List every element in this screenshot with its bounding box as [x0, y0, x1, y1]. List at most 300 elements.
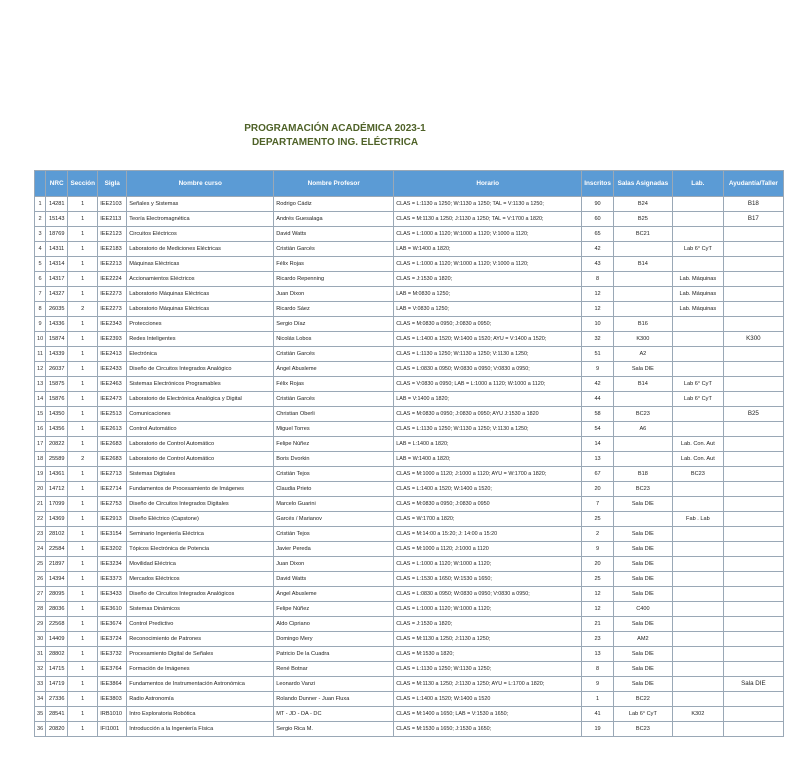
ayudantia-cell	[723, 542, 783, 557]
inscritos-header: Inscritos	[582, 171, 614, 197]
sala-cell: A6	[613, 422, 672, 437]
horario-cell: LAB = W:1400 a 1820;	[394, 242, 582, 257]
inscritos-cell: 42	[582, 377, 614, 392]
row-index: 1	[35, 197, 46, 212]
nrc-cell: 14311	[46, 242, 68, 257]
seccion-cell: 1	[68, 602, 98, 617]
curso-cell: Formación de Imágenes	[127, 662, 274, 677]
table-row	[35, 377, 784, 392]
horario-cell: CLAS = L:1530 a 1650; W:1530 a 1650;	[394, 572, 582, 587]
lab-cell	[672, 212, 723, 227]
sigla-cell: IRB1010	[98, 707, 127, 722]
sala-cell	[613, 302, 672, 317]
sala-cell: Sala DIE	[613, 677, 672, 692]
ayudantia-cell: K300	[723, 332, 783, 347]
sigla-cell: IEE2683	[98, 452, 127, 467]
sigla-cell: IEE2463	[98, 377, 127, 392]
sala-cell: B14	[613, 257, 672, 272]
table-row	[35, 707, 784, 722]
table-row	[35, 302, 784, 317]
sala-cell: Sala DIE	[613, 527, 672, 542]
table-row	[35, 632, 784, 647]
ayudantia-cell	[723, 572, 783, 587]
seccion-cell: 1	[68, 632, 98, 647]
profesor-cell: Marcelo Guarini	[274, 497, 394, 512]
inscritos-cell: 32	[582, 332, 614, 347]
seccion-cell: 2	[68, 302, 98, 317]
sigla-cell: IEE3864	[98, 677, 127, 692]
inscritos-cell: 21	[582, 617, 614, 632]
nrc-cell: 26035	[46, 302, 68, 317]
table-row	[35, 332, 784, 347]
profesor-cell: Patricio De la Cuadra	[274, 647, 394, 662]
nrc-cell: 21897	[46, 557, 68, 572]
lab-header: Lab.	[672, 171, 723, 197]
curso-cell: Radio Astronomía	[127, 692, 274, 707]
nrc-header: NRC	[46, 171, 68, 197]
inscritos-cell: 19	[582, 722, 614, 737]
nrc-cell: 28095	[46, 587, 68, 602]
sala-cell: B14	[613, 377, 672, 392]
ayudantia-cell: B25	[723, 407, 783, 422]
ayudantia-cell	[723, 692, 783, 707]
inscritos-cell: 58	[582, 407, 614, 422]
row-index: 2	[35, 212, 46, 227]
profesor-cell: Juan Dixon	[274, 557, 394, 572]
horario-cell: CLAS = J:1530 a 1820;	[394, 617, 582, 632]
horario-cell: CLAS = L:1400 a 1520; W:1400 a 1520; AYU = V:1400 a 1520;	[394, 332, 582, 347]
inscritos-cell: 1	[582, 692, 614, 707]
inscritos-cell: 12	[582, 602, 614, 617]
seccion-cell: 1	[68, 662, 98, 677]
lab-cell	[672, 722, 723, 737]
sigla-cell: IEE3154	[98, 527, 127, 542]
sigla-cell: IEE3610	[98, 602, 127, 617]
row-index: 12	[35, 362, 46, 377]
curso-cell: Fundamentos de Instrumentación Astronómica	[127, 677, 274, 692]
curso-cell: Tópicos Electrónica de Potencia	[127, 542, 274, 557]
horario-cell: CLAS = M:1130 a 1250; J:1130 a 1250; TAL = V:1700 a 1820;	[394, 212, 582, 227]
seccion-cell: 1	[68, 692, 98, 707]
seccion-cell: 1	[68, 512, 98, 527]
sigla-cell: IEE3732	[98, 647, 127, 662]
inscritos-cell: 8	[582, 662, 614, 677]
horario-cell: CLAS = M:1000 a 1120; J:1000 a 1120	[394, 542, 582, 557]
table-row	[35, 407, 784, 422]
horario-cell: CLAS = M:1130 a 1250; J:1130 a 1250;	[394, 632, 582, 647]
nrc-cell: 14715	[46, 662, 68, 677]
nrc-cell: 27336	[46, 692, 68, 707]
row-index: 27	[35, 587, 46, 602]
horario-cell: LAB = L:1400 a 1820;	[394, 437, 582, 452]
inscritos-cell: 12	[582, 587, 614, 602]
inscritos-cell: 13	[582, 647, 614, 662]
curso-cell: Intro Exploratoria Robótica	[127, 707, 274, 722]
lab-cell	[672, 557, 723, 572]
table-row	[35, 362, 784, 377]
sigla-cell: IEE2123	[98, 227, 127, 242]
ayudantia-cell	[723, 647, 783, 662]
sigla-cell: IEE2513	[98, 407, 127, 422]
row-index: 29	[35, 617, 46, 632]
inscritos-cell: 13	[582, 452, 614, 467]
seccion-cell: 1	[68, 527, 98, 542]
nrc-cell: 15875	[46, 377, 68, 392]
seccion-cell: 1	[68, 497, 98, 512]
profesor-cell: Felipe Núñez	[274, 602, 394, 617]
row-index: 24	[35, 542, 46, 557]
table-body	[35, 197, 784, 737]
seccion-cell: 1	[68, 542, 98, 557]
seccion-cell: 1	[68, 482, 98, 497]
seccion-cell: 1	[68, 617, 98, 632]
nrc-cell: 14350	[46, 407, 68, 422]
ayudantia-cell	[723, 392, 783, 407]
horario-cell: LAB = W:1400 a 1820;	[394, 452, 582, 467]
sigla-cell: IEE2473	[98, 392, 127, 407]
sigla-cell: IEE2183	[98, 242, 127, 257]
curso-cell: Protecciones	[127, 317, 274, 332]
ayudantia-cell	[723, 722, 783, 737]
table-row	[35, 317, 784, 332]
seccion-cell: 1	[68, 197, 98, 212]
sigla-cell: IEE2913	[98, 512, 127, 527]
nrc-cell: 14281	[46, 197, 68, 212]
horario-cell: CLAS = L:1400 a 1520; W:1400 a 1520	[394, 692, 582, 707]
curso-cell: Diseño de Circuitos Integrados Digitales	[127, 497, 274, 512]
horario-cell: CLAS = L:1130 a 1250; W:1130 a 1250; V:1130 a 1250;	[394, 422, 582, 437]
profesor-cell: MT - JD - DA - DC	[274, 707, 394, 722]
lab-cell	[672, 257, 723, 272]
sigla-cell: IEE2213	[98, 257, 127, 272]
lab-cell	[672, 632, 723, 647]
row-index: 4	[35, 242, 46, 257]
inscritos-cell: 20	[582, 557, 614, 572]
nrc-cell: 18769	[46, 227, 68, 242]
lab-cell: Lab. Máquinas	[672, 287, 723, 302]
sala-cell	[613, 272, 672, 287]
table-row	[35, 287, 784, 302]
horario-cell: CLAS = V:0830 a 0950; LAB = L:1000 a 1120; W:1000 a 1120;	[394, 377, 582, 392]
ayudantia-cell	[723, 467, 783, 482]
sala-cell: Sala DIE	[613, 497, 672, 512]
sigla-cell: IEE2113	[98, 212, 127, 227]
ayudantia-cell	[723, 707, 783, 722]
inscritos-cell: 44	[582, 392, 614, 407]
row-index: 7	[35, 287, 46, 302]
lab-cell	[672, 662, 723, 677]
nrc-cell: 26037	[46, 362, 68, 377]
profesor-cell: Félix Rojas	[274, 377, 394, 392]
lab-cell	[672, 572, 723, 587]
inscritos-cell: 41	[582, 707, 614, 722]
horario-cell: LAB = V:0830 a 1250;	[394, 302, 582, 317]
seccion-cell: 1	[68, 377, 98, 392]
profesor-cell: Cristián Garcés	[274, 242, 394, 257]
lab-cell	[672, 482, 723, 497]
row-index: 5	[35, 257, 46, 272]
ayudantia-cell	[723, 287, 783, 302]
salas-header: Salas Asignadas	[613, 171, 672, 197]
lab-cell: Lab. Máquinas	[672, 272, 723, 287]
sala-cell	[613, 437, 672, 452]
lab-cell	[672, 332, 723, 347]
curso-cell: Sistemas Dinámicos	[127, 602, 274, 617]
curso-cell: Laboratorio de Control Automático	[127, 437, 274, 452]
seccion-cell: 1	[68, 557, 98, 572]
nombre-profesor-header: Nombre Profesor	[274, 171, 394, 197]
nrc-cell: 20822	[46, 437, 68, 452]
seccion-cell: 2	[68, 452, 98, 467]
sala-cell	[613, 452, 672, 467]
horario-cell: CLAS = L:1130 a 1250; W:1130 a 1250; V:1130 a 1250;	[394, 347, 582, 362]
ayudantia-cell	[723, 602, 783, 617]
profesor-cell: Nicolás Lobos	[274, 332, 394, 347]
inscritos-cell: 65	[582, 227, 614, 242]
row-index: 23	[35, 527, 46, 542]
profesor-cell: David Watts	[274, 227, 394, 242]
row-index: 17	[35, 437, 46, 452]
row-index: 22	[35, 512, 46, 527]
curso-cell: Seminario Ingeniería Eléctrica	[127, 527, 274, 542]
table-row	[35, 512, 784, 527]
lab-cell	[672, 617, 723, 632]
row-index: 25	[35, 557, 46, 572]
sigla-cell: IEE3803	[98, 692, 127, 707]
nombre-curso-header: Nombre curso	[127, 171, 274, 197]
schedule-sheet	[34, 170, 784, 737]
ayudantia-cell	[723, 242, 783, 257]
curso-cell: Diseño Eléctrico (Capstone)	[127, 512, 274, 527]
seccion-cell: 1	[68, 257, 98, 272]
table-row	[35, 617, 784, 632]
row-index: 36	[35, 722, 46, 737]
inscritos-cell: 20	[582, 482, 614, 497]
table-row	[35, 692, 784, 707]
inscritos-cell: 43	[582, 257, 614, 272]
inscritos-cell: 67	[582, 467, 614, 482]
lab-cell: Lab 6° CyT	[672, 392, 723, 407]
lab-cell	[672, 347, 723, 362]
ayudantia-header: Ayudantía/Taller	[723, 171, 783, 197]
inscritos-cell: 42	[582, 242, 614, 257]
sigla-cell: IEE2343	[98, 317, 127, 332]
profesor-cell: Miguel Torres	[274, 422, 394, 437]
horario-cell: CLAS = M:1530 a 1650; J:1530 a 1650;	[394, 722, 582, 737]
row-index: 26	[35, 572, 46, 587]
sala-cell: Sala DIE	[613, 662, 672, 677]
ayudantia-cell	[723, 272, 783, 287]
ayudantia-cell	[723, 347, 783, 362]
nrc-cell: 28541	[46, 707, 68, 722]
nrc-cell: 17099	[46, 497, 68, 512]
inscritos-cell: 54	[582, 422, 614, 437]
horario-cell: CLAS = M:0830 a 0950; J:0830 a 0950; AYU J:1530 a 1820	[394, 407, 582, 422]
sigla-cell: IEE3674	[98, 617, 127, 632]
nrc-cell: 20820	[46, 722, 68, 737]
ayudantia-cell	[723, 257, 783, 272]
table-row	[35, 527, 784, 542]
nrc-cell: 15874	[46, 332, 68, 347]
seccion-cell: 1	[68, 287, 98, 302]
inscritos-cell: 14	[582, 437, 614, 452]
curso-cell: Laboratorio de Mediciones Eléctricas	[127, 242, 274, 257]
row-index: 20	[35, 482, 46, 497]
row-index: 35	[35, 707, 46, 722]
horario-cell: CLAS = M:1530 a 1820;	[394, 647, 582, 662]
profesor-cell: Sergio Rica M.	[274, 722, 394, 737]
curso-cell: Control Automático	[127, 422, 274, 437]
sala-cell: BC22	[613, 692, 672, 707]
lab-cell	[672, 677, 723, 692]
table-row	[35, 212, 784, 227]
nrc-cell: 15143	[46, 212, 68, 227]
curso-cell: Laboratorio de Electrónica Analógica y Digital	[127, 392, 274, 407]
lab-cell	[672, 422, 723, 437]
row-index: 18	[35, 452, 46, 467]
seccion-cell: 1	[68, 422, 98, 437]
seccion-cell: 1	[68, 392, 98, 407]
sala-cell: B24	[613, 197, 672, 212]
ayudantia-cell	[723, 227, 783, 242]
table-row	[35, 467, 784, 482]
profesor-cell: Ángel Abusleme	[274, 362, 394, 377]
ayudantia-cell	[723, 632, 783, 647]
sala-cell: BC23	[613, 407, 672, 422]
profesor-cell: Aldo Cipriano	[274, 617, 394, 632]
nrc-cell: 14719	[46, 677, 68, 692]
title-line-2: DEPARTAMENTO ING. ELÉCTRICA	[251, 137, 419, 148]
curso-cell: Mercados Eléctricos	[127, 572, 274, 587]
seccion-cell: 1	[68, 362, 98, 377]
horario-cell: CLAS = L:1400 a 1520; W:1400 a 1520;	[394, 482, 582, 497]
seccion-cell: 1	[68, 722, 98, 737]
seccion-cell: 1	[68, 347, 98, 362]
sigla-cell: IFI1001	[98, 722, 127, 737]
table-row	[35, 422, 784, 437]
curso-cell: Diseño de Circuitos Integrados Analógicos	[127, 587, 274, 602]
seccion-cell: 1	[68, 227, 98, 242]
sala-cell: B25	[613, 212, 672, 227]
horario-cell: CLAS = J:1530 a 1820;	[394, 272, 582, 287]
curso-cell: Circuitos Eléctricos	[127, 227, 274, 242]
profesor-cell: Rodrigo Cádiz	[274, 197, 394, 212]
ayudantia-cell: B18	[723, 197, 783, 212]
sala-cell: Sala DIE	[613, 587, 672, 602]
sala-cell	[613, 392, 672, 407]
title-line-1: PROGRAMACIÓN ACADÉMICA 2023-1	[244, 123, 426, 134]
sala-cell: C400	[613, 602, 672, 617]
table-row	[35, 542, 784, 557]
profesor-cell: Cristián Garcés	[274, 392, 394, 407]
inscritos-cell: 51	[582, 347, 614, 362]
nrc-cell: 22568	[46, 617, 68, 632]
table-row	[35, 452, 784, 467]
row-index: 16	[35, 422, 46, 437]
profesor-cell: Christian Oberli	[274, 407, 394, 422]
nrc-cell: 14369	[46, 512, 68, 527]
curso-cell: Comunicaciones	[127, 407, 274, 422]
sala-cell: K300	[613, 332, 672, 347]
seccion-cell: 1	[68, 212, 98, 227]
sala-cell: B18	[613, 467, 672, 482]
horario-header: Horario	[394, 171, 582, 197]
curso-cell: Control Predictivo	[127, 617, 274, 632]
nrc-cell: 14361	[46, 467, 68, 482]
ayudantia-cell	[723, 662, 783, 677]
profesor-cell: Garcés / Marianov	[274, 512, 394, 527]
table-row	[35, 272, 784, 287]
profesor-cell: Sergio Díaz	[274, 317, 394, 332]
table-row	[35, 587, 784, 602]
sala-cell: Sala DIE	[613, 542, 672, 557]
nrc-cell: 15876	[46, 392, 68, 407]
lab-cell: Lab 6° CyT	[672, 242, 723, 257]
row-index: 21	[35, 497, 46, 512]
ayudantia-cell	[723, 497, 783, 512]
ayudantia-cell	[723, 512, 783, 527]
lab-cell	[672, 587, 723, 602]
sigla-cell: IEE2433	[98, 362, 127, 377]
row-index: 32	[35, 662, 46, 677]
horario-cell: CLAS = W:1700 a 1820;	[394, 512, 582, 527]
inscritos-cell: 10	[582, 317, 614, 332]
seccion-header: Sección	[68, 171, 98, 197]
profesor-cell: Ricardo Repenning	[274, 272, 394, 287]
nrc-cell: 14314	[46, 257, 68, 272]
sigla-cell: IEE2683	[98, 437, 127, 452]
table-row	[35, 242, 784, 257]
lab-cell: Fab . Lab	[672, 512, 723, 527]
profesor-cell: Cristián Tejos	[274, 467, 394, 482]
table-row	[35, 722, 784, 737]
curso-cell: Teoría Electromagnética	[127, 212, 274, 227]
sala-cell: Sala DIE	[613, 572, 672, 587]
sigla-cell: IEE2413	[98, 347, 127, 362]
curso-cell: Máquinas Eléctricas	[127, 257, 274, 272]
lab-cell: Lab. Máquinas	[672, 302, 723, 317]
ayudantia-cell	[723, 587, 783, 602]
seccion-cell: 1	[68, 272, 98, 287]
ayudantia-cell: Sala DIE	[723, 677, 783, 692]
sala-cell: AM2	[613, 632, 672, 647]
table-row	[35, 572, 784, 587]
sigla-cell: IEE2613	[98, 422, 127, 437]
row-index: 8	[35, 302, 46, 317]
nrc-cell: 14394	[46, 572, 68, 587]
sala-cell	[613, 512, 672, 527]
profesor-cell: Andrés Guesalaga	[274, 212, 394, 227]
sigla-cell: IEE2714	[98, 482, 127, 497]
profesor-cell: Claudia Prieto	[274, 482, 394, 497]
row-index: 3	[35, 227, 46, 242]
document-title	[0, 122, 670, 150]
seccion-cell: 1	[68, 242, 98, 257]
table-row	[35, 497, 784, 512]
profesor-cell: Cristián Tejos	[274, 527, 394, 542]
profesor-cell: Cristián Garcés	[274, 347, 394, 362]
row-index: 33	[35, 677, 46, 692]
sigla-cell: IEE3373	[98, 572, 127, 587]
ayudantia-cell	[723, 377, 783, 392]
sigla-cell: IEE2273	[98, 287, 127, 302]
row-index: 9	[35, 317, 46, 332]
seccion-cell: 1	[68, 572, 98, 587]
profesor-cell: David Watts	[274, 572, 394, 587]
ayudantia-cell	[723, 362, 783, 377]
lab-cell	[672, 197, 723, 212]
ayudantia-cell	[723, 437, 783, 452]
